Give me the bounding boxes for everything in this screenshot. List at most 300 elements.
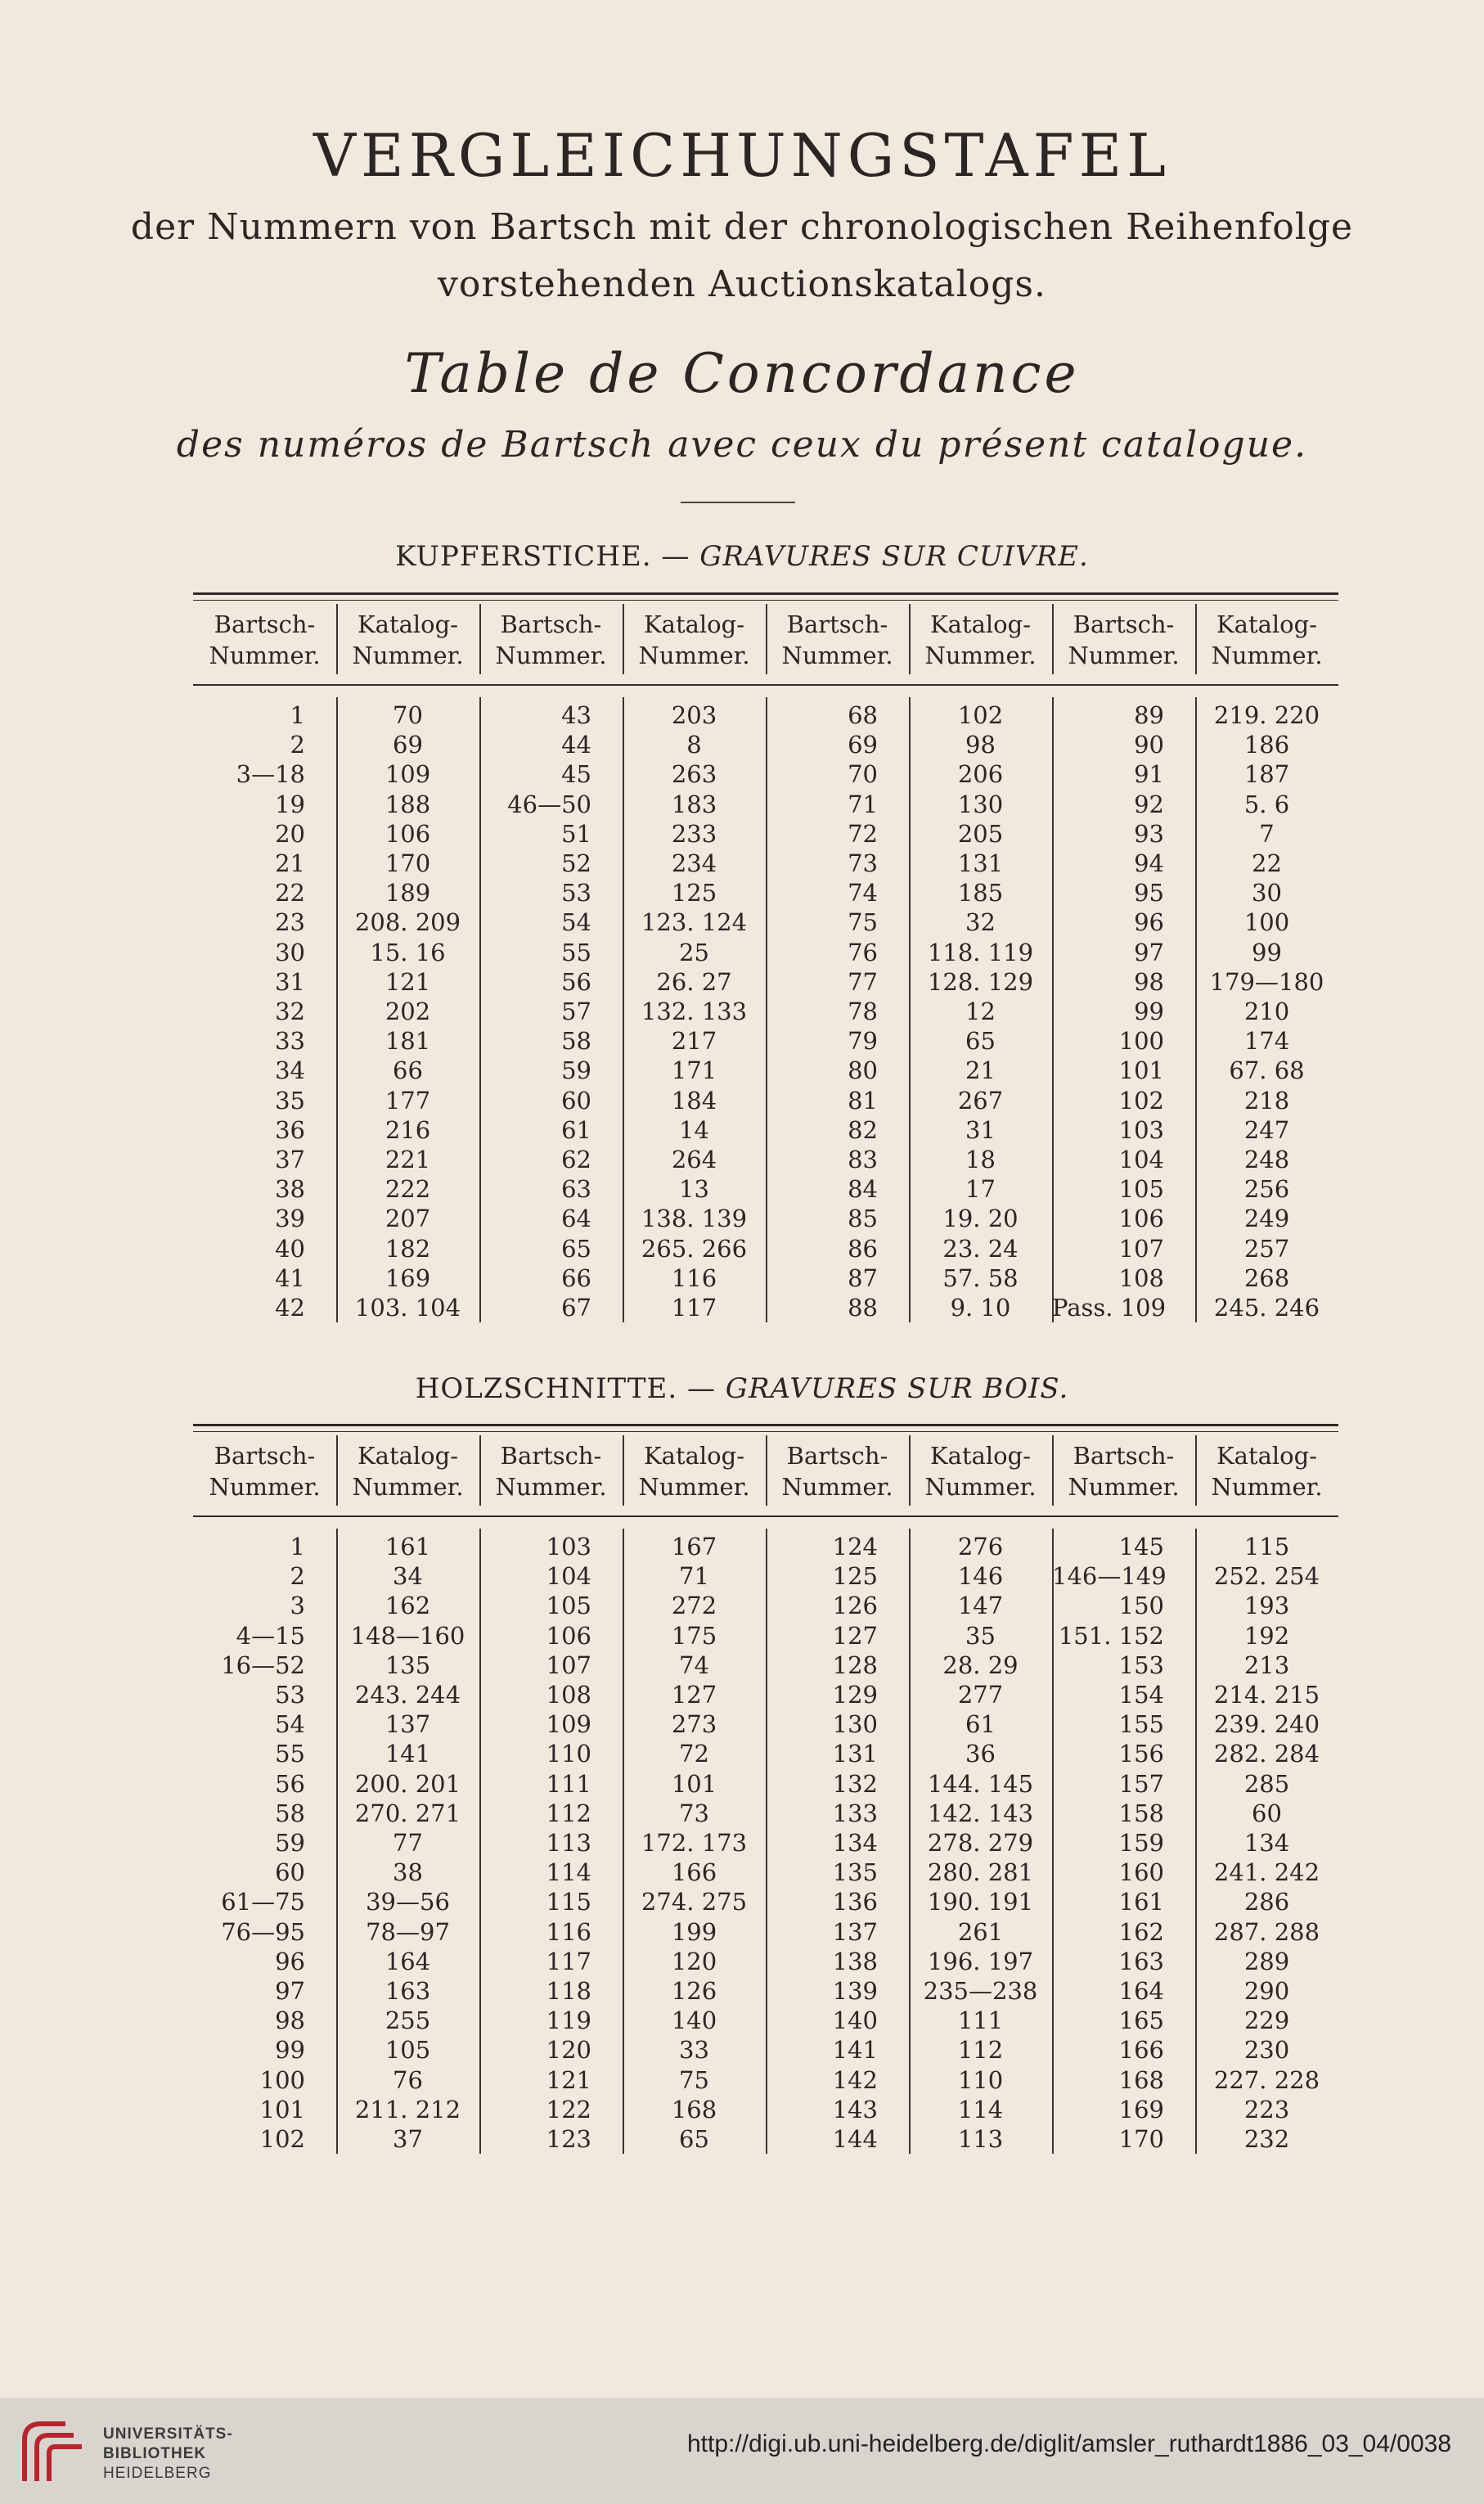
katalog-number-cell: 229 <box>1243 2006 1290 2035</box>
bartsch-number-cell: 134 <box>832 1829 878 1857</box>
bartsch-number-cell: 21 <box>275 849 305 877</box>
bartsch-number-cell: 96 <box>275 1947 305 1975</box>
bartsch-number-cell: 53 <box>275 1681 305 1709</box>
katalog-number-cell: 72 <box>679 1740 709 1768</box>
header-line-2: Nummer. <box>1211 1473 1323 1501</box>
katalog-number-cell: 38 <box>393 1858 423 1887</box>
katalog-column-header <box>1195 609 1338 671</box>
katalog-number-cell: 172. 173 <box>641 1829 748 1857</box>
bartsch-number-cell: 115 <box>546 1888 591 1916</box>
katalog-number-cell: 278. 279 <box>927 1829 1034 1857</box>
katalog-number-cell: 116 <box>671 1263 717 1292</box>
column-separator <box>909 1435 911 1506</box>
bartsch-number-cell: 31 <box>275 967 305 996</box>
bartsch-number-cell: 83 <box>848 1146 878 1173</box>
bartsch-number-cell: 69 <box>848 731 878 759</box>
section-heading-holz <box>0 1372 1484 1405</box>
bartsch-number-cell: 3 <box>290 1592 305 1620</box>
katalog-number-cell: 66 <box>393 1056 423 1085</box>
bartsch-number-cell: 56 <box>275 1769 305 1798</box>
katalog-number-cell: 126 <box>671 1977 717 2005</box>
bartsch-number-cell: 2 <box>290 1562 305 1591</box>
bartsch-number-cell: 97 <box>275 1977 305 2005</box>
header-line-2: Nummer. <box>781 1473 893 1501</box>
column-separator <box>766 604 767 674</box>
katalog-number-cell: 290 <box>1243 1977 1290 2005</box>
header-line-1: Bartsch- <box>786 610 888 638</box>
table-top-rule <box>193 592 1338 601</box>
katalog-number-cell: 200. 201 <box>354 1769 461 1798</box>
katalog-number-cell: 65 <box>965 1027 996 1056</box>
katalog-number-cell: 234 <box>671 849 717 877</box>
bartsch-number-cell: 40 <box>275 1234 305 1263</box>
bartsch-number-cell: 60 <box>275 1858 305 1887</box>
bartsch-number-cell: 154 <box>1118 1681 1164 1709</box>
katalog-number-cell: 168 <box>671 2095 717 2123</box>
bartsch-column-header <box>193 609 336 671</box>
bartsch-number-cell: 97 <box>1134 938 1164 966</box>
katalog-column-header <box>336 609 479 671</box>
katalog-number-cell: 110 <box>957 2065 1004 2094</box>
katalog-number-cell: 100 <box>1243 908 1290 937</box>
katalog-number-cell: 280. 281 <box>927 1858 1034 1887</box>
katalog-number-cell: 169 <box>384 1263 431 1292</box>
katalog-number-cell: 268 <box>1243 1263 1290 1292</box>
bartsch-number-cell: 44 <box>561 731 591 759</box>
column-separator <box>479 1529 481 2154</box>
katalog-number-cell: 205 <box>957 819 1004 848</box>
katalog-number-cell: 221 <box>384 1146 431 1173</box>
katalog-number-cell: 276 <box>957 1533 1004 1560</box>
katalog-number-cell: 235—238 <box>923 1977 1038 2005</box>
bartsch-number-cell: 105 <box>1118 1175 1164 1204</box>
katalog-column-header <box>909 609 1052 671</box>
katalog-number-cell: 227. 228 <box>1213 2065 1320 2094</box>
bartsch-number-cell: 104 <box>546 1562 591 1591</box>
bartsch-number-cell: 19 <box>275 790 305 818</box>
bartsch-number-cell: 105 <box>546 1592 591 1620</box>
column-separator <box>1052 697 1054 1322</box>
bartsch-number-cell: 106 <box>1118 1205 1164 1233</box>
header-line-2: Nummer. <box>1068 642 1180 669</box>
bartsch-number-cell: 16—52 <box>221 1651 305 1679</box>
bartsch-number-cell: 45 <box>561 760 591 789</box>
bartsch-number-cell: 128 <box>832 1651 878 1679</box>
katalog-number-cell: 179—180 <box>1209 967 1324 996</box>
bartsch-number-cell: 106 <box>546 1621 591 1650</box>
katalog-number-cell: 233 <box>671 819 717 848</box>
bartsch-number-cell: 96 <box>1134 908 1164 937</box>
bartsch-number-cell: 112 <box>546 1799 591 1827</box>
katalog-number-cell: 273 <box>671 1710 717 1739</box>
katalog-number-cell: 203 <box>671 701 717 729</box>
bartsch-column-header <box>193 1440 336 1502</box>
katalog-number-cell: 166 <box>671 1858 717 1887</box>
bartsch-number-cell: 120 <box>546 2036 591 2065</box>
katalog-number-cell: 140 <box>671 2006 717 2035</box>
bartsch-number-cell: 63 <box>561 1175 591 1204</box>
katalog-number-cell: 115 <box>1243 1533 1290 1560</box>
bartsch-number-cell: 4—15 <box>236 1621 305 1650</box>
bartsch-number-cell: 76 <box>848 938 878 966</box>
katalog-number-cell: 175 <box>671 1621 717 1650</box>
library-name-line-1: UNIVERSITÄTS- <box>103 2425 233 2443</box>
bartsch-column-header <box>766 609 909 671</box>
bartsch-number-cell: 111 <box>546 1769 591 1798</box>
katalog-number-cell: 106 <box>384 819 431 848</box>
bartsch-number-cell: 155 <box>1118 1710 1164 1739</box>
katalog-number-cell: 199 <box>671 1917 717 1946</box>
bartsch-number-cell: 127 <box>832 1621 878 1650</box>
bartsch-number-cell: 22 <box>275 879 305 907</box>
bartsch-number-cell: 138 <box>832 1947 878 1975</box>
bartsch-number-cell: 122 <box>546 2095 591 2123</box>
bartsch-number-cell: 159 <box>1118 1829 1164 1857</box>
bartsch-number-cell: 156 <box>1118 1740 1164 1768</box>
bartsch-number-cell: 133 <box>832 1799 878 1827</box>
header-line-1: Bartsch- <box>214 1442 316 1470</box>
katalog-number-cell: 69 <box>393 731 423 759</box>
katalog-number-cell: 243. 244 <box>354 1681 461 1709</box>
katalog-number-cell: 147 <box>957 1592 1004 1620</box>
bartsch-number-cell: 1 <box>290 1533 305 1560</box>
katalog-number-cell: 36 <box>965 1740 996 1768</box>
bartsch-number-cell: 121 <box>546 2065 591 2094</box>
bartsch-number-cell: 170 <box>1118 2125 1164 2153</box>
column-separator <box>623 1529 624 2154</box>
library-name-line-3: HEIDELBERG <box>103 2465 212 2482</box>
bartsch-number-cell: 92 <box>1134 790 1164 818</box>
katalog-number-cell: 255 <box>384 2006 431 2035</box>
katalog-number-cell: 287. 288 <box>1213 1917 1320 1946</box>
katalog-number-cell: 65 <box>679 2125 709 2153</box>
katalog-number-cell: 207 <box>384 1205 431 1233</box>
bartsch-number-cell: 137 <box>832 1917 878 1946</box>
katalog-number-cell: 193 <box>1243 1592 1290 1620</box>
katalog-number-cell: 33 <box>679 2036 709 2065</box>
katalog-number-cell: 28. 29 <box>942 1651 1019 1679</box>
bartsch-number-cell: 130 <box>832 1710 878 1739</box>
column-separator <box>909 604 911 674</box>
bartsch-number-cell: 98 <box>275 2006 305 2035</box>
katalog-number-cell: 75 <box>679 2065 709 2094</box>
katalog-number-cell: 167 <box>671 1533 717 1560</box>
katalog-number-cell: 245. 246 <box>1213 1294 1320 1322</box>
column-separator <box>766 697 767 1322</box>
katalog-number-cell: 12 <box>965 998 996 1025</box>
katalog-number-cell: 272 <box>671 1592 717 1620</box>
table-top-rule <box>193 1424 1338 1432</box>
katalog-number-cell: 177 <box>384 1086 431 1115</box>
header-line-1: Bartsch- <box>1073 1442 1175 1470</box>
bartsch-number-cell: 141 <box>832 2036 878 2065</box>
column-separator <box>479 697 481 1322</box>
bartsch-number-cell: 77 <box>848 967 878 996</box>
katalog-number-cell: 105 <box>384 2036 431 2065</box>
katalog-number-cell: 15. 16 <box>370 938 446 966</box>
katalog-column-header <box>336 1440 479 1502</box>
section-label-fr: GRAVURES SUR BOIS. <box>725 1372 1069 1405</box>
katalog-column-header <box>623 609 766 671</box>
bartsch-number-cell: 165 <box>1118 2006 1164 2035</box>
bartsch-number-cell: 59 <box>275 1829 305 1857</box>
katalog-number-cell: 161 <box>384 1533 431 1560</box>
katalog-number-cell: 257 <box>1243 1234 1290 1263</box>
bartsch-number-cell: 107 <box>1118 1234 1164 1263</box>
bartsch-number-cell: 102 <box>259 2125 305 2153</box>
katalog-number-cell: 277 <box>957 1681 1004 1709</box>
bartsch-number-cell: 81 <box>848 1086 878 1115</box>
divider <box>681 502 795 503</box>
katalog-number-cell: 163 <box>384 1977 431 2005</box>
library-name-line-2: BIBLIOTHEK <box>103 2445 207 2462</box>
bartsch-number-cell: 160 <box>1118 1858 1164 1887</box>
bartsch-number-cell: 67 <box>561 1294 591 1322</box>
bartsch-number-cell: 30 <box>275 938 305 966</box>
katalog-number-cell: 61 <box>965 1710 996 1739</box>
katalog-number-cell: 214. 215 <box>1213 1681 1320 1709</box>
bartsch-number-cell: 104 <box>1118 1146 1164 1173</box>
table-header-rule <box>193 1515 1338 1517</box>
bartsch-number-cell: 79 <box>848 1027 878 1056</box>
header-line-2: Nummer. <box>209 1473 321 1501</box>
katalog-number-cell: 37 <box>393 2125 423 2153</box>
bartsch-number-cell: 99 <box>1134 998 1164 1025</box>
bartsch-number-cell: 108 <box>546 1681 591 1709</box>
katalog-number-cell: 121 <box>384 967 431 996</box>
katalog-number-cell: 285 <box>1243 1769 1290 1798</box>
column-separator <box>1052 604 1054 674</box>
column-separator <box>479 604 481 674</box>
katalog-number-cell: 144. 145 <box>927 1769 1034 1798</box>
katalog-number-cell: 70 <box>393 701 423 729</box>
katalog-number-cell: 247 <box>1243 1115 1290 1144</box>
bartsch-number-cell: 135 <box>832 1858 878 1887</box>
bartsch-number-cell: 88 <box>848 1294 878 1322</box>
bartsch-number-cell: 151. 152 <box>1058 1621 1164 1650</box>
katalog-number-cell: 267 <box>957 1086 1004 1115</box>
bartsch-number-cell: 129 <box>832 1681 878 1709</box>
bartsch-number-cell: 55 <box>275 1740 305 1768</box>
bartsch-number-cell: 166 <box>1118 2036 1164 2065</box>
section-label: HOLZSCHNITTE. — <box>415 1372 726 1405</box>
section-label-fr: GRAVURES SUR CUIVRE. <box>699 540 1089 573</box>
header-line-2: Nummer. <box>638 642 750 669</box>
katalog-number-cell: 98 <box>965 731 996 759</box>
header-line-2: Nummer. <box>495 642 607 669</box>
bartsch-number-cell: Pass. 109 <box>1052 1294 1167 1322</box>
katalog-number-cell: 109 <box>384 760 431 789</box>
bartsch-column-header <box>1052 1440 1195 1502</box>
column-separator <box>336 1529 338 2154</box>
bartsch-number-cell: 75 <box>848 908 878 937</box>
katalog-number-cell: 7 <box>1259 819 1275 848</box>
katalog-number-cell: 131 <box>957 849 1004 877</box>
bartsch-number-cell: 51 <box>561 819 591 848</box>
header-line-1: Katalog- <box>1216 610 1317 638</box>
bartsch-number-cell: 109 <box>546 1710 591 1739</box>
column-separator <box>336 697 338 1322</box>
bartsch-number-cell: 94 <box>1134 849 1164 877</box>
katalog-number-cell: 219. 220 <box>1213 701 1320 729</box>
header-line-2: Nummer. <box>352 1473 464 1501</box>
bartsch-number-cell: 54 <box>275 1710 305 1739</box>
column-separator <box>909 1529 911 2154</box>
katalog-number-cell: 206 <box>957 760 1004 789</box>
bartsch-number-cell: 101 <box>259 2095 305 2123</box>
katalog-number-cell: 130 <box>957 790 1004 818</box>
katalog-number-cell: 123. 124 <box>641 908 748 937</box>
katalog-number-cell: 134 <box>1243 1829 1290 1857</box>
bartsch-number-cell: 113 <box>546 1829 591 1857</box>
column-separator <box>1195 604 1197 674</box>
bartsch-number-cell: 38 <box>275 1175 305 1204</box>
bartsch-number-cell: 125 <box>832 1562 878 1591</box>
header-line-2: Nummer. <box>1068 1473 1180 1501</box>
bartsch-number-cell: 34 <box>275 1056 305 1085</box>
header-line-1: Bartsch- <box>786 1442 888 1470</box>
katalog-number-cell: 135 <box>384 1651 431 1679</box>
katalog-number-cell: 202 <box>384 998 431 1025</box>
header-line-2: Nummer. <box>638 1473 750 1501</box>
katalog-number-cell: 248 <box>1243 1146 1290 1173</box>
bartsch-number-cell: 119 <box>546 2006 591 2035</box>
bartsch-number-cell: 85 <box>848 1205 878 1233</box>
bartsch-number-cell: 70 <box>848 760 878 789</box>
bartsch-number-cell: 131 <box>832 1740 878 1768</box>
katalog-number-cell: 112 <box>957 2036 1004 2065</box>
bartsch-number-cell: 140 <box>832 2006 878 2035</box>
bartsch-number-cell: 168 <box>1118 2065 1164 2094</box>
column-separator <box>1052 1435 1054 1506</box>
bartsch-number-cell: 114 <box>546 1858 591 1887</box>
katalog-number-cell: 192 <box>1243 1621 1290 1650</box>
bartsch-number-cell: 103 <box>1118 1115 1164 1144</box>
bartsch-number-cell: 54 <box>561 908 591 937</box>
university-logo-icon <box>16 2416 90 2489</box>
katalog-number-cell: 274. 275 <box>641 1888 748 1916</box>
katalog-number-cell: 148—160 <box>350 1621 465 1650</box>
french-title: Table de Concordance <box>404 342 1080 405</box>
bartsch-number-cell: 74 <box>848 879 878 907</box>
katalog-number-cell: 162 <box>384 1592 431 1620</box>
katalog-number-cell: 13 <box>679 1175 709 1204</box>
bartsch-number-cell: 65 <box>561 1234 591 1263</box>
bartsch-number-cell: 58 <box>561 1027 591 1056</box>
bartsch-number-cell: 37 <box>275 1146 305 1173</box>
footer-bar <box>0 2398 1484 2504</box>
bartsch-number-cell: 98 <box>1134 967 1164 996</box>
french-subtitle: des numéros de Bartsch avec ceux du présent catalogue. <box>176 424 1308 466</box>
bartsch-number-cell: 82 <box>848 1115 878 1144</box>
bartsch-number-cell: 1 <box>290 701 305 729</box>
katalog-number-cell: 211. 212 <box>354 2095 461 2123</box>
source-url-link[interactable]: http://digi.ub.uni-heidelberg.de/diglit/amsler_ruthardt1886_03_04/0038 <box>687 2430 1451 2457</box>
bartsch-number-cell: 118 <box>546 1977 591 2005</box>
katalog-number-cell: 5. 6 <box>1243 790 1290 818</box>
katalog-number-cell: 146 <box>957 1562 1004 1591</box>
bartsch-number-cell: 100 <box>1118 1027 1164 1056</box>
page-title: VERGLEICHUNGSTAFEL <box>313 121 1171 190</box>
bartsch-number-cell: 143 <box>832 2095 878 2123</box>
header-line-1: Bartsch- <box>1073 610 1175 638</box>
bartsch-number-cell: 158 <box>1118 1799 1164 1827</box>
bartsch-number-cell: 78 <box>848 998 878 1025</box>
katalog-number-cell: 18 <box>965 1146 996 1173</box>
katalog-number-cell: 138. 139 <box>641 1205 748 1233</box>
header-line-1: Katalog- <box>930 610 1031 638</box>
katalog-number-cell: 31 <box>965 1115 996 1144</box>
bartsch-number-cell: 95 <box>1134 879 1164 907</box>
katalog-number-cell: 239. 240 <box>1213 1710 1320 1739</box>
katalog-number-cell: 189 <box>384 879 431 907</box>
katalog-number-cell: 252. 254 <box>1213 1562 1320 1591</box>
katalog-number-cell: 182 <box>384 1234 431 1263</box>
katalog-number-cell: 118. 119 <box>927 938 1034 966</box>
column-separator <box>1195 1529 1197 2154</box>
katalog-number-cell: 188 <box>384 790 431 818</box>
column-separator <box>623 697 624 1322</box>
bartsch-number-cell: 35 <box>275 1086 305 1115</box>
header-line-1: Katalog- <box>1216 1442 1317 1470</box>
column-separator <box>766 1529 767 2154</box>
katalog-number-cell: 164 <box>384 1947 431 1975</box>
header-line-2: Nummer. <box>495 1473 607 1501</box>
bartsch-number-cell: 91 <box>1134 760 1164 789</box>
bartsch-number-cell: 32 <box>275 998 305 1025</box>
column-separator <box>623 604 624 674</box>
bartsch-number-cell: 80 <box>848 1056 878 1085</box>
bartsch-column-header <box>1052 609 1195 671</box>
bartsch-number-cell: 53 <box>561 879 591 907</box>
bartsch-number-cell: 58 <box>275 1799 305 1827</box>
katalog-number-cell: 170 <box>384 849 431 877</box>
katalog-number-cell: 74 <box>679 1651 709 1679</box>
bartsch-number-cell: 66 <box>561 1263 591 1292</box>
katalog-number-cell: 289 <box>1243 1947 1290 1975</box>
katalog-number-cell: 9. 10 <box>950 1294 1011 1322</box>
katalog-number-cell: 282. 284 <box>1213 1740 1320 1768</box>
column-separator <box>336 604 338 674</box>
bartsch-number-cell: 136 <box>832 1888 878 1916</box>
bartsch-column-header <box>766 1440 909 1502</box>
bartsch-number-cell: 64 <box>561 1205 591 1233</box>
header-line-1: Katalog- <box>644 610 744 638</box>
katalog-number-cell: 77 <box>393 1829 423 1857</box>
katalog-number-cell: 217 <box>671 1027 717 1056</box>
bartsch-number-cell: 89 <box>1134 701 1164 729</box>
katalog-number-cell: 78—97 <box>366 1917 450 1946</box>
katalog-number-cell: 232 <box>1243 2125 1290 2153</box>
bartsch-number-cell: 126 <box>832 1592 878 1620</box>
katalog-number-cell: 223 <box>1243 2095 1290 2123</box>
header-line-1: Katalog- <box>358 610 458 638</box>
column-separator <box>1195 697 1197 1322</box>
katalog-number-cell: 113 <box>957 2125 1004 2153</box>
subtitle-line-2: vorstehenden Auctionskatalogs. <box>438 263 1046 305</box>
bartsch-column-header <box>479 609 623 671</box>
bartsch-number-cell: 150 <box>1118 1592 1164 1620</box>
bartsch-number-cell: 164 <box>1118 1977 1164 2005</box>
katalog-number-cell: 8 <box>686 731 702 759</box>
katalog-number-cell: 241. 242 <box>1213 1858 1320 1887</box>
katalog-number-cell: 187 <box>1243 760 1290 789</box>
katalog-number-cell: 186 <box>1243 731 1290 759</box>
bartsch-number-cell: 20 <box>275 819 305 848</box>
bartsch-number-cell: 36 <box>275 1115 305 1144</box>
column-separator <box>766 1435 767 1506</box>
katalog-number-cell: 114 <box>957 2095 1004 2123</box>
